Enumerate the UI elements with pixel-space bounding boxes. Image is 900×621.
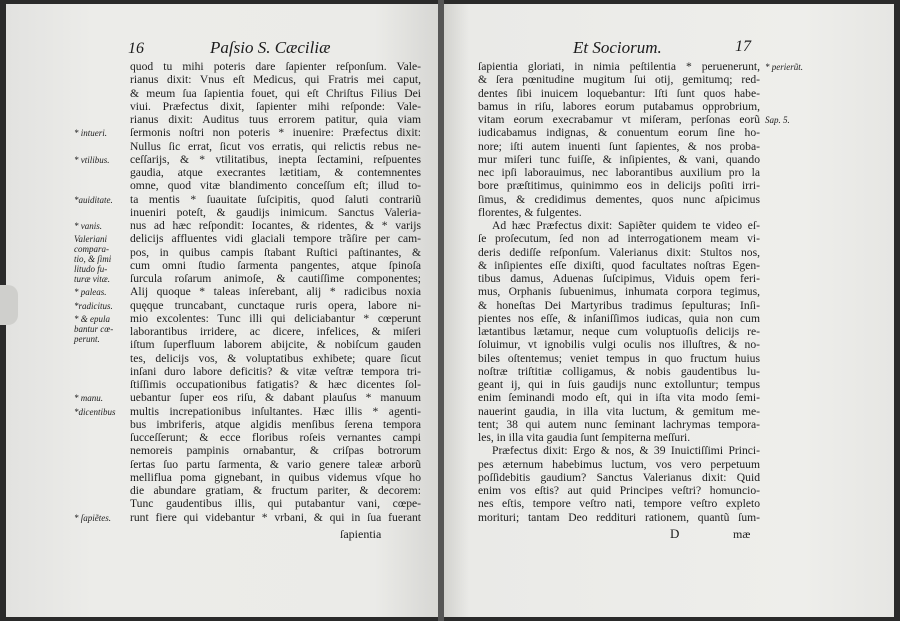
margin-note: Valeriani compara- tio, & ſimi litudo fu- turæ vitæ. [74,234,112,285]
page-clip [0,285,18,325]
text-line: die abundare gratiam, & fructum pariter, & decorem: [130,484,421,497]
text-line: ſermonis noſtri non poteris * inuenire: Præfectus dixit: [130,126,421,140]
left-page-number: 16 [128,40,144,57]
text-line: pos, in quibus campis ſtabant Ruſtici paſtinantes, & [130,245,421,259]
text-line: rianus dixit: Vnus eſt Medicus, qui Fratris mei caput, [130,73,421,87]
margin-note: *auiditate. [74,194,113,205]
text-line: quęque truncabant, cunctaque ruris opera, labore ni- [130,298,421,312]
text-line: enim ſeminandi modo eſt, qui in iſta vita modo ſemi- [478,391,760,405]
text-line: & ſera pœnitudine mugitum ſui otij, gemitumq; red- [478,73,760,87]
text-line: delicijs affluentes vidi glaciali tempore trãſire per cam- [130,232,421,246]
text-line: tibus damus, Aduenas ſuſcipimus, Viduis opem feri- [478,272,760,285]
text-line: geant ij, qui in ſuis gaudijs nunc extolluntur; tempus [478,378,760,391]
text-line: ceſſarijs, & * vtilitatibus, inepta ſectamini, reſpuentes [130,152,421,166]
text-line: bore præſtitimus, quinimmo eos in delicijs poſiti irri- [478,179,760,193]
text-line: ſtiſſimis occupationibus fatigatis? & hæc dicentes ſol- [130,378,421,391]
text-line: pes æternum habebimus luctum, vos vero perpetuum [478,457,760,471]
text-line: quod tu mihi poteris dare ſapienter reſponſum. Vale- [130,60,421,73]
margin-note: Sap. 5. [765,115,790,125]
left-text-block [130,60,421,524]
text-line: multis increpationibus inſultantes. Hæc illis * agenti- [130,404,421,418]
text-line: tes, delicijs vos, & voluptatibus exhibete; quare ſicut [130,351,421,365]
text-line: mio excolentes: Tunc illi qui deliciabantur * cœperunt [130,311,421,325]
text-line: ſurcula roſarum animoſe, & cautiſſime componentes; [130,272,421,285]
text-line: nus ad hæc reſpondit: Iocantes, & ridentes, & * varijs [130,219,421,232]
text-line: ſertas ſuo partu ſarmenta, & vario genere taleæ arborũ [130,457,421,471]
text-line: enim vos eſtis? aut quid Principes veſtri? homuncio- [478,484,760,497]
text-line: dentes ſibi inuicem loquebantur: Iſti ſunt quos habe- [478,86,760,100]
text-line: iſtum ſuperfluum laborem abijcite, & nobiſcum gauden [130,338,421,352]
text-line: ſapientia gloriati, in nimia peſtilentia * peruenerunt, [478,60,760,73]
text-line: inſani duro labore deficitis? & vitæ veſtræ tempora tri- [130,364,421,378]
text-line: morituri; tantam Deo reddituri rationem, quantũ ſum- [478,510,760,524]
text-line: nes eſtis, tempore veſtro nati, tempore veſtro expleto [478,497,760,511]
right-page-number: 17 [735,38,751,55]
text-line: & honeſtas Dei Martyribus tradimus ſepulturas; Inſi- [478,298,760,312]
text-line: runt fiere qui videbantur * vrbani, & qui in ſua fuerant [130,510,421,524]
text-line: les, in illa vita gaudia ſunt ſempiterna meſſuri. [478,431,691,444]
margin-note: * perierũt. [765,62,803,72]
text-line: biles oſtentemus; veniet tempus in quo fructum huius [478,351,760,365]
text-line: ſe proſecutum, ſed non ad interrogationem meam vi- [478,232,760,246]
margin-note: * & epula bantur cœ- perunt. [74,313,114,344]
margin-note: * ſapiẽtes. [74,512,111,523]
text-line: mur miſeri tunc fuiſſe, & inſipientes, & vani, quando [478,152,760,166]
text-line: poſſidebitis gaudium? Sanctus Valerianus dixit: Quid [478,470,760,484]
text-line: pientes nos eſſe, & inſaniſſimos iudicas, quia non cum [478,311,760,325]
left-running-title: Paſsio S. Cæciliæ [210,38,331,57]
margin-note: * vanis. [74,221,102,231]
text-line: tent; 38 qui autem nunc ſeminant lachrymas tempora- [478,417,760,431]
margin-note: * intueri. [74,128,107,139]
right-running-title: Et Sociorum. [573,38,662,57]
margin-note: *dicentibus [74,406,116,417]
text-line: Præfectus dixit: Ergo & nos, & 39 Inuictiſſimi Princi- [492,444,760,458]
text-line: florentes, & fulgentes. [478,205,582,219]
margin-note: * vtilibus. [74,154,110,165]
text-line: lætantibus lætamur, neque cum voluptuoſis delicijs re- [478,325,760,338]
text-line: nore; iſti autem inuenti ſunt ſapientes, & nos proba- [478,139,760,153]
text-line: laborantibus irridere, ac dicere, infelices, & miſeri [130,325,421,338]
text-line: ſoluimur, vt ignobilis vulgi oculis nos illuſtres, & no- [478,338,760,352]
text-line: omne, quod vitæ blandimento conceſſum eſt; illud to- [130,179,421,193]
text-line: Tunc gaudentibus illis, qui putabantur vani, cœpe- [130,497,421,511]
text-line: nec ipſi laborauimus, nec laborantibus auxilium pro la [478,166,760,179]
text-line: rianus dixit: Auditus tuus errorem patitur, quia viam [130,113,421,126]
text-line: nemoreis pampinis ornabantur, & criſpas botrorum [130,444,421,458]
left-catchword: ſapientia [340,527,382,541]
margin-note: *radicitus. [74,300,113,311]
text-line: ſimus, & credidimus dementes, quos nunc aſpicimus [478,192,760,206]
text-line: bamus in riſu, labores eorum putabamus opprobrium, [478,99,760,113]
text-line: mellifluа poma gignebant, in quibus videmus vſque ho [130,470,421,484]
text-line: ta mentis * ſuauitate ſuſcipitis, quod ſaluti contrariũ [130,192,421,206]
book-gutter [438,0,444,621]
right-text-block [478,60,760,524]
text-line: ſucceſſerunt; & ecce floribus roſeis vernantes campi [130,431,421,444]
text-line: noſtræ triſtitiæ colligamus, & nobis gaudentibus lu- [478,364,760,378]
signature-mark: D [670,526,680,541]
text-line: Ad hæc Præfectus dixit: Sapiẽter quidem te video eſ- [492,219,760,232]
text-line: Nullus ſic errat, ſicut vos erratis, qui relictis rebus ne- [130,139,421,153]
text-line: & inſipientes eſſe dixiſti, quod facultates noſtras Egen- [478,258,760,272]
margin-note: * manu. [74,393,103,404]
text-line: & meum ſua ſapientia fouet, qui eſt Chriſtus Filius Dei [130,86,421,100]
text-line: nauerint gaudia, in illa vita luctum, & gemitum me- [478,404,760,418]
text-line: viui. Præfectus dixit, ſapienter mihi reſponde: Vale- [130,99,421,113]
text-line: gaudia, atque execrantes lætitiam, & contemnentes [130,166,421,179]
right-catchword: mæ [733,527,751,541]
margin-note: * paleas. [74,287,107,298]
text-line: inueniri poteſt, & gaudijs inimicum. Sanctus Valeria- [130,205,421,219]
text-line: bus imbriferis, atque algidis menſibus ſerena tempora [130,417,421,431]
text-line: cum omni ſtudio ſarmenta pangentes, atque ſpinoſa [130,258,421,272]
text-line: Alij quoque * taleas inſerebant, alij * radicibus noxia [130,285,421,299]
text-line: uebantur ſuper eos riſu, & dabant plauſus * manuum [130,391,421,405]
text-line: deris dediſſe reſponſum. Valerianus dixit: Stultos nos, [478,245,760,259]
text-line: iudicabamus indignas, & conuentum eorum ſine ho- [478,126,760,140]
text-line: mus, Orphanis ſubuenimus, inhumata corpora tegimus, [478,285,760,299]
text-line: vitam eorum execrabamur vt miſeram, perſonas eorũ [478,113,760,126]
